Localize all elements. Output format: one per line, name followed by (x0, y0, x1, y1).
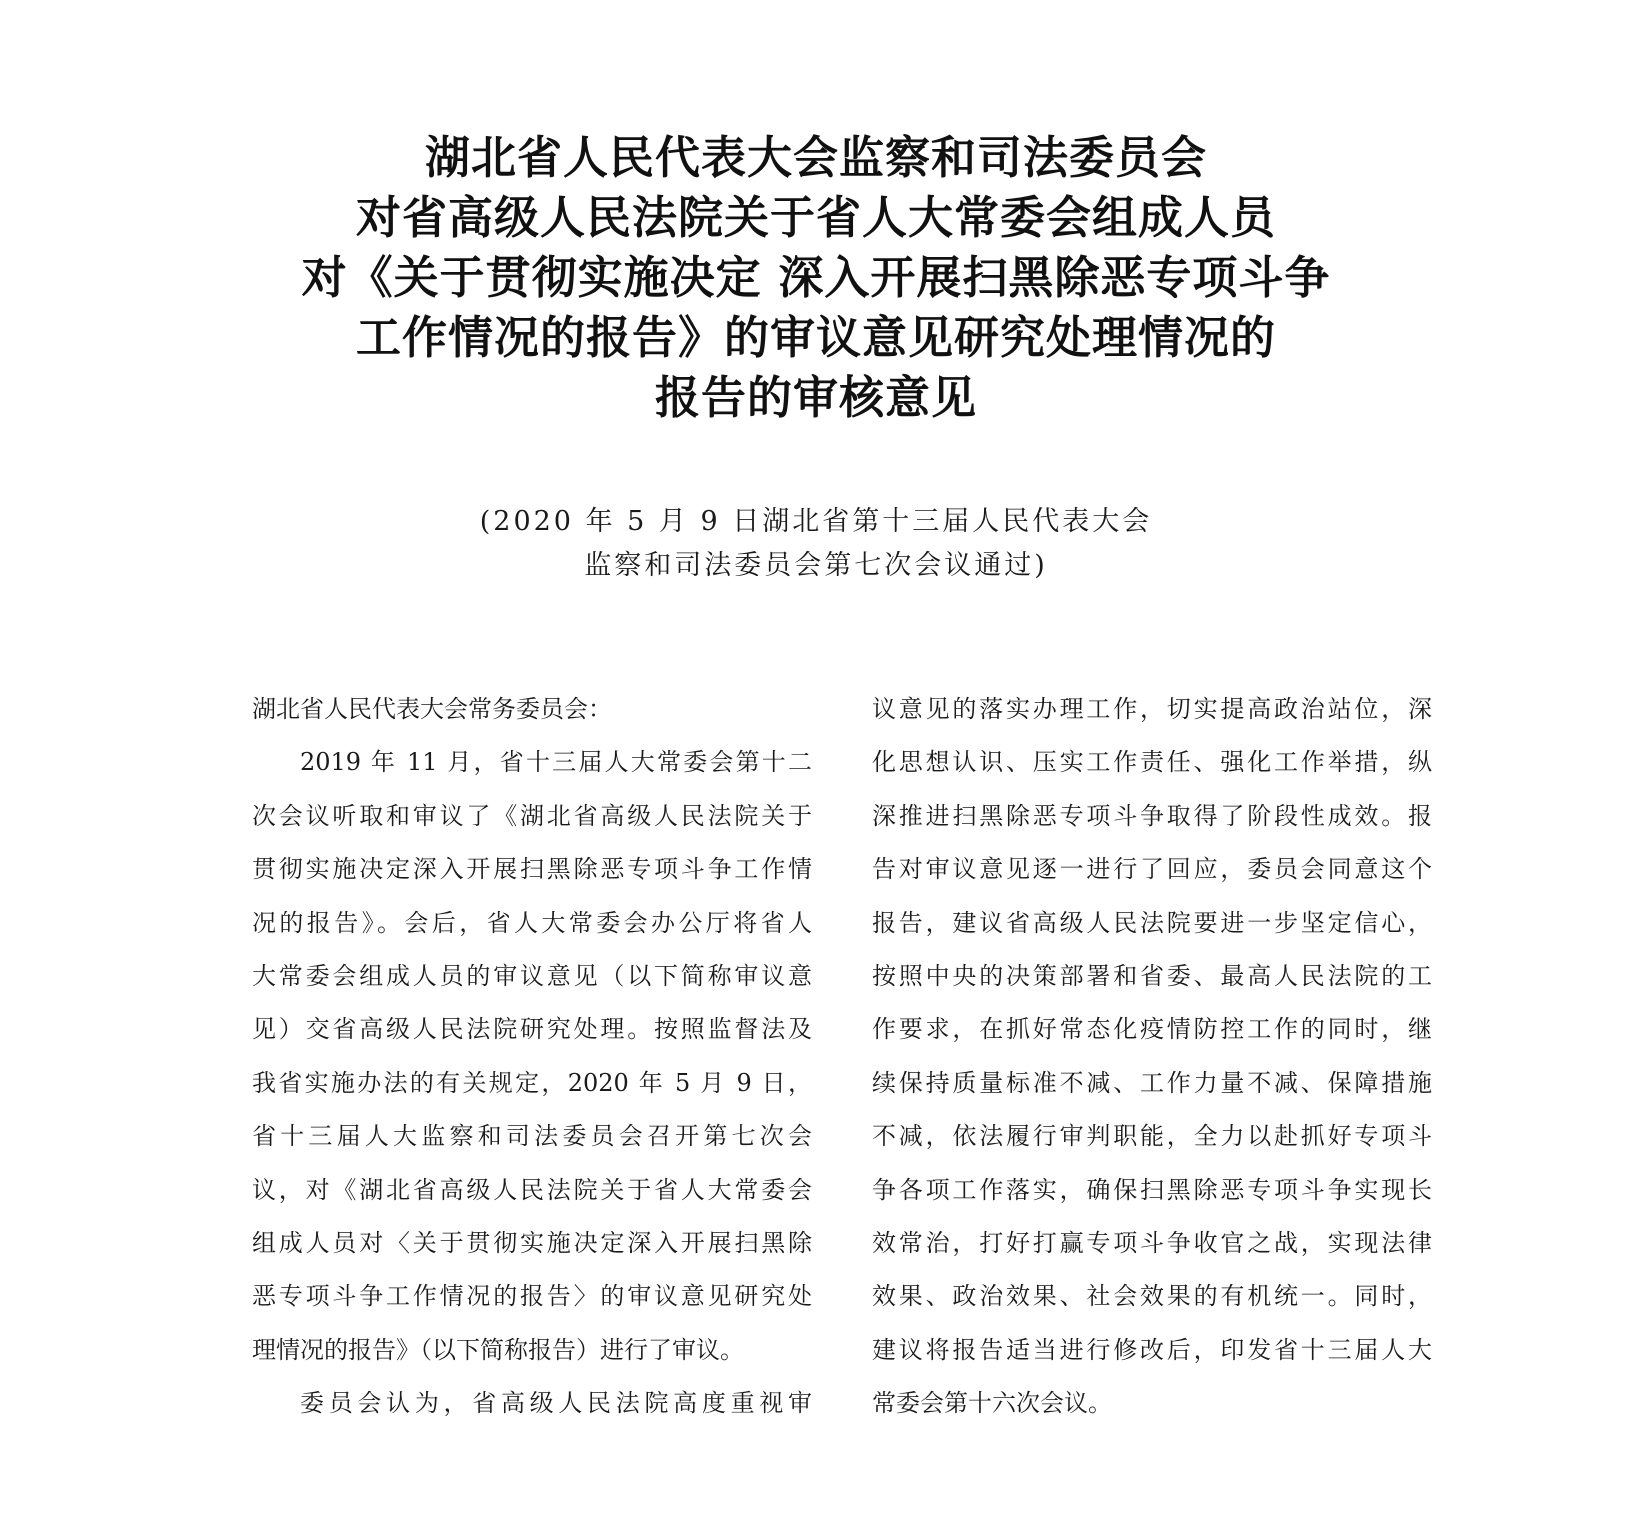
body-line: 议，对《湖北省高级人民法院关于省人大常委会 (252, 1175, 812, 1204)
subtitle-line: 监察和司法委员会第七次会议通过) (584, 550, 1048, 581)
document-title (0, 128, 1632, 428)
body-line: 作要求，在抓好常态化疫情防控工作的同时，继 (872, 1015, 1432, 1044)
body-line: 议意见的落实办理工作，切实提高政治站位，深 (872, 695, 1432, 723)
body-line: 我省实施办法的有关规定，2020 年 5 月 9 日， (252, 1068, 812, 1097)
left-text-column (252, 683, 812, 1430)
body-line: 组成人员对〈关于贯彻实施决定深入开展扫黑除 (252, 1228, 812, 1257)
title-line: 湖北省人民代表大会监察和司法委员会 (424, 131, 1207, 184)
body-line: 深推进扫黑除恶专项斗争取得了阶段性成效。报 (872, 801, 1432, 830)
body-line: 省十三届人大监察和司法委员会召开第七次会 (252, 1122, 812, 1151)
subtitle-line: (2020 年 5 月 9 日湖北省第十三届人民代表大会 (479, 506, 1153, 537)
salutation-line: 湖北省人民代表大会常务委员会： (252, 695, 612, 723)
body-line: 效常治，打好打赢专项斗争收官之战，实现法律 (872, 1228, 1432, 1257)
body-line: 委员会认为，省高级人民法院高度重视审 (300, 1389, 812, 1418)
body-line: 争各项工作落实，确保扫黑除恶专项斗争实现长 (872, 1175, 1432, 1204)
right-text-column (872, 683, 1432, 1430)
body-line: 续保持质量标准不减、工作力量不减、保障措施 (872, 1068, 1432, 1097)
body-line: 告对审议意见逐一进行了回应，委员会同意这个 (872, 855, 1432, 884)
document-subtitle (0, 500, 1632, 588)
body-line: 贯彻实施决定深入开展扫黑除恶专项斗争工作情 (252, 855, 812, 884)
body-line: 化思想认识、压实工作责任、强化工作举措，纵 (872, 748, 1432, 777)
body-line: 报告，建议省高级人民法院要进一步坚定信心， (872, 908, 1432, 937)
body-line: 建议将报告适当进行修改后，印发省十三届人大 (872, 1335, 1432, 1364)
title-line: 对省高级人民法院关于省人大常委会组成人员 (355, 191, 1276, 244)
title-line: 工作情况的报告》的审议意见研究处理情况的 (355, 311, 1276, 364)
body-line: 按照中央的决策部署和省委、最高人民法院的工 (872, 961, 1432, 990)
body-line: 大常委会组成人员的审议意见（以下简称审议意 (252, 961, 812, 990)
body-line: 效果、政治效果、社会效果的有机统一。同时， (872, 1282, 1432, 1311)
body-line: 常委会第十六次会议。 (872, 1389, 1112, 1418)
body-line: 理情况的报告》（以下简称报告）进行了审议。 (252, 1335, 744, 1364)
body-line: 恶专项斗争工作情况的报告〉的审议意见研究处 (252, 1282, 812, 1311)
body-line: 2019 年 11 月，省十三届人大常委会第十二 (300, 748, 812, 777)
body-line: 况的报告》。会后，省人大常委会办公厅将省人 (252, 908, 812, 937)
body-line: 不减，依法履行审判职能，全力以赴抓好专项斗 (872, 1122, 1432, 1151)
title-line: 对《关于贯彻实施决定 深入开展扫黑除恶专项斗争 (301, 251, 1331, 304)
title-line: 报告的审核意见 (654, 371, 977, 424)
body-line: 次会议听取和审议了《湖北省高级人民法院关于 (252, 801, 812, 830)
body-line: 见）交省高级人民法院研究处理。按照监督法及 (252, 1015, 812, 1044)
